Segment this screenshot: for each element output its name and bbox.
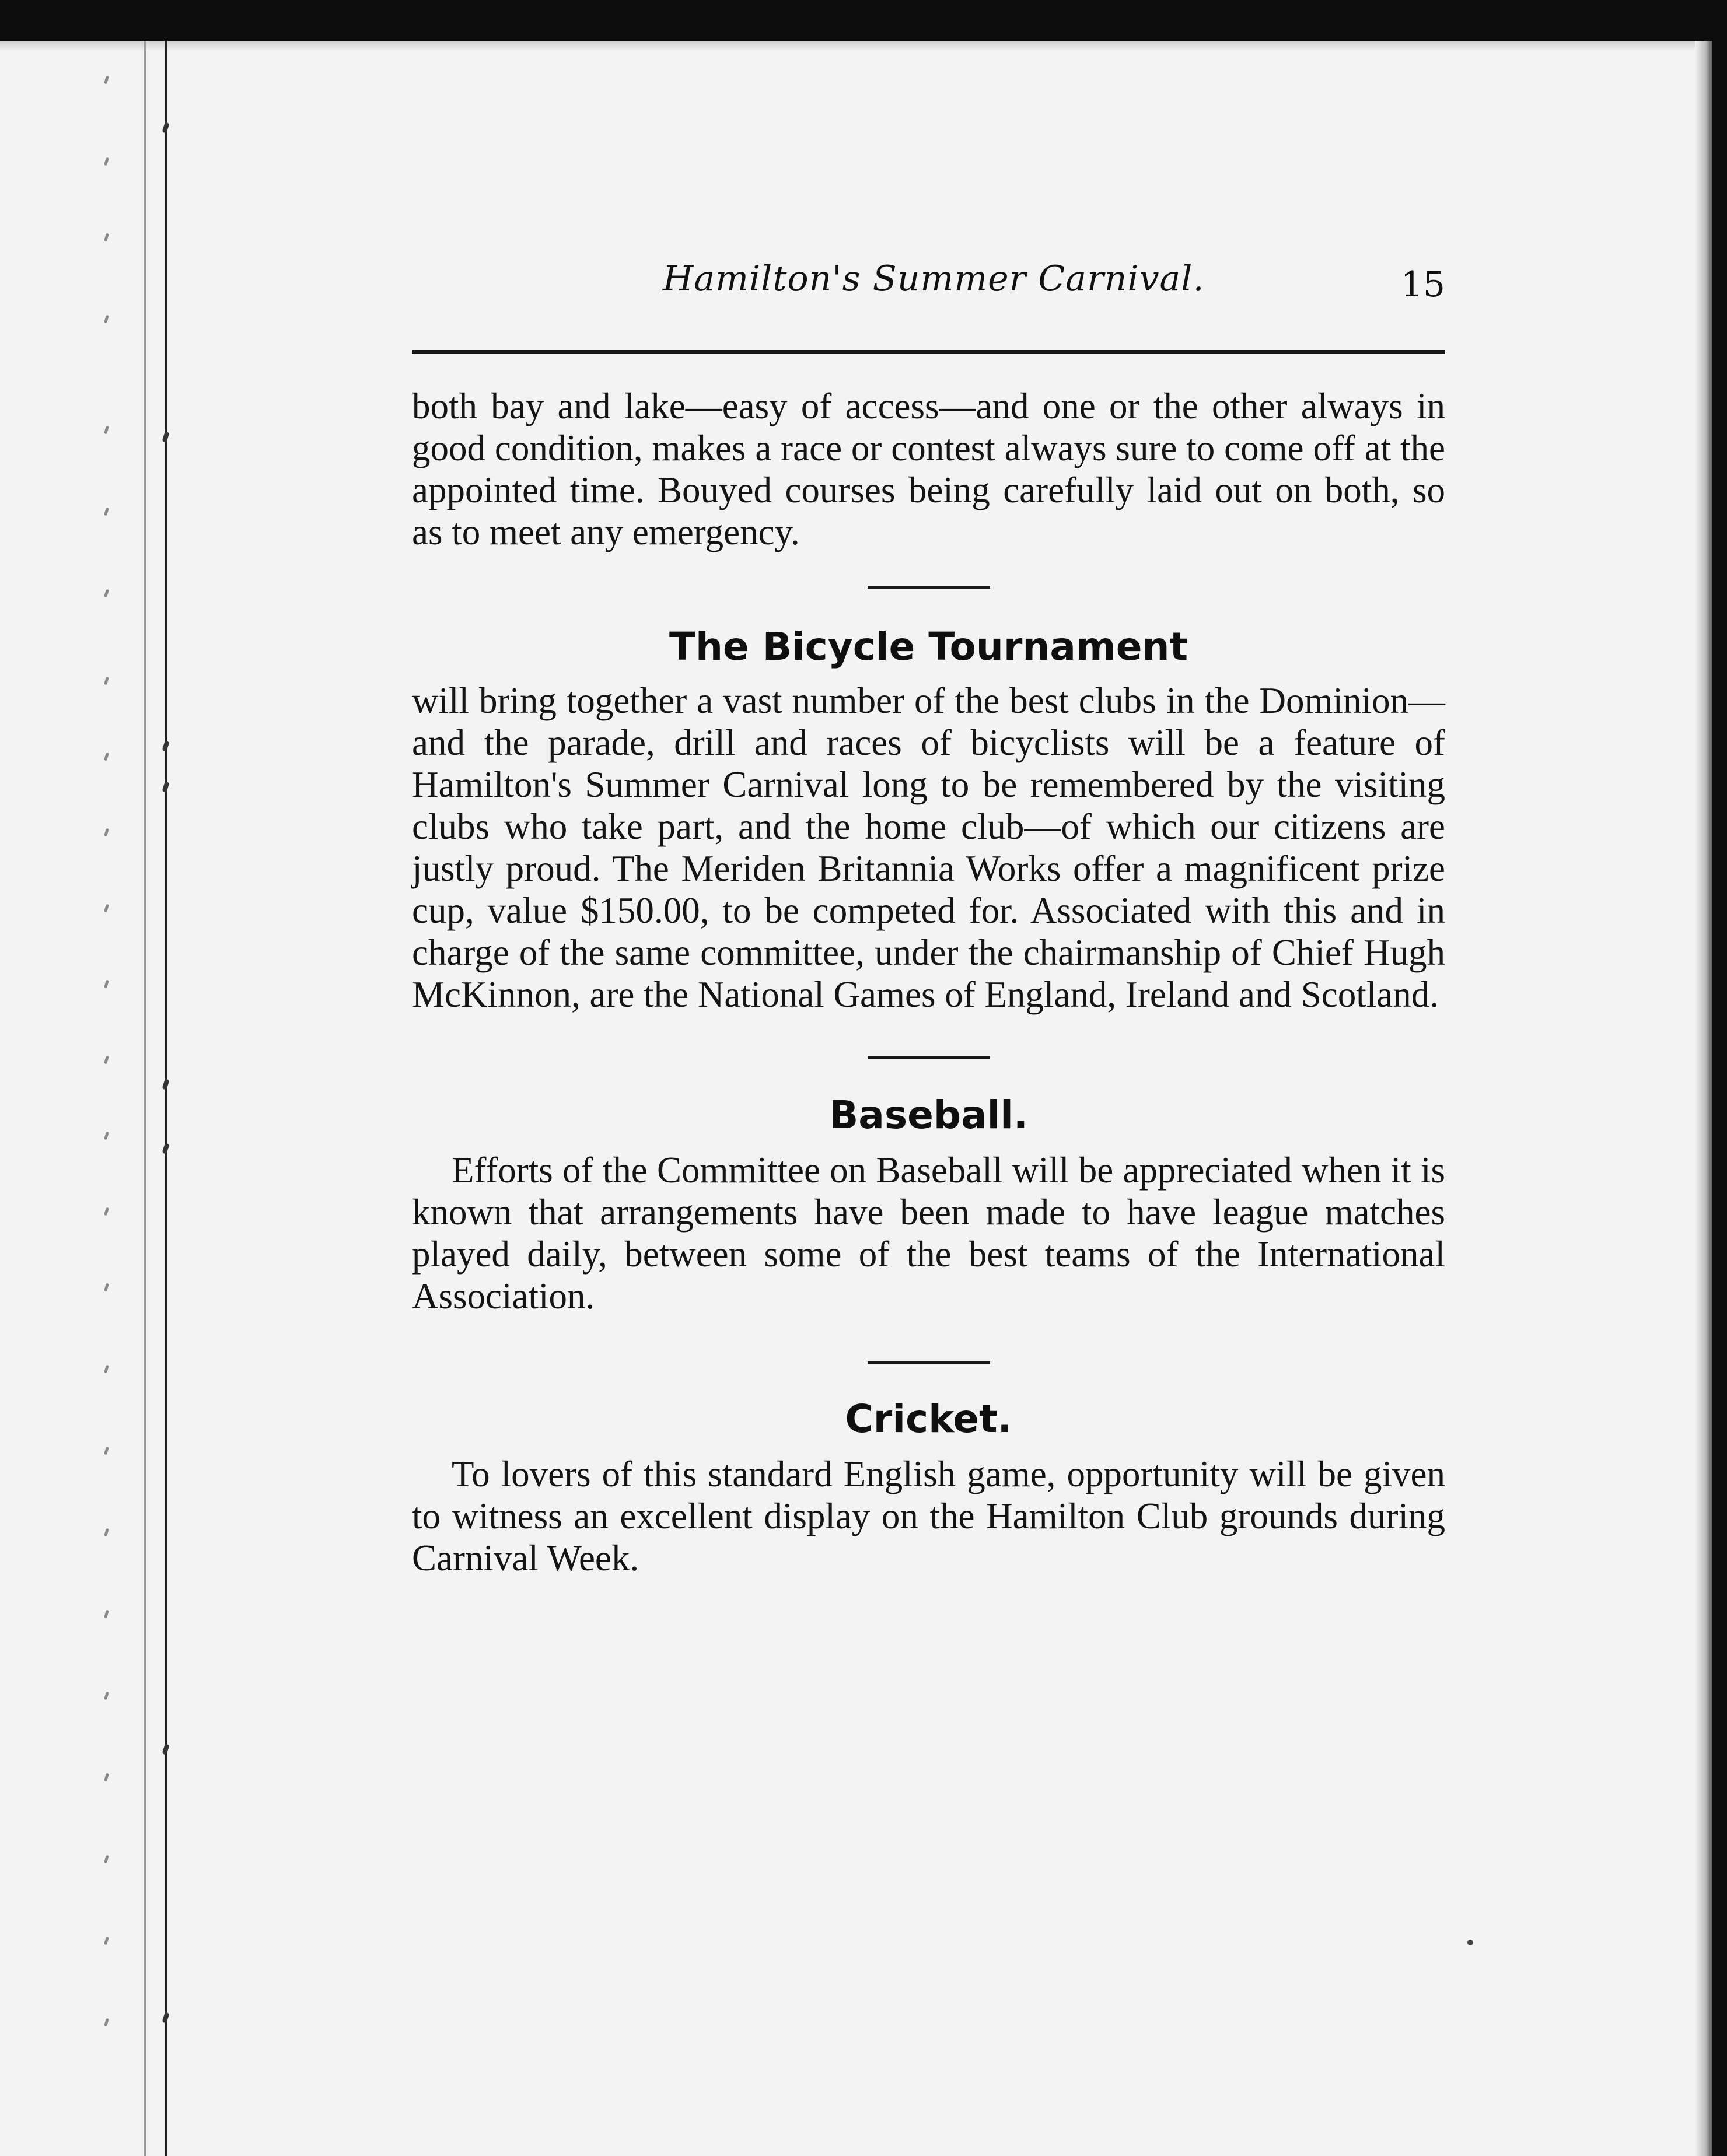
stitch-mark [162, 781, 169, 793]
stitch-mark [104, 315, 109, 324]
paper-speck [1467, 1940, 1473, 1945]
stitch-mark [104, 589, 109, 598]
stitch-mark [104, 1365, 109, 1374]
stitch-mark [104, 1132, 109, 1140]
stitch-mark [162, 122, 169, 134]
binding-edge [165, 41, 167, 2156]
stitch-mark [104, 2018, 109, 2027]
stitch-mark [162, 1079, 169, 1090]
binding-fold-line [144, 41, 146, 2156]
stitch-mark [104, 1773, 109, 1782]
stitch-mark [104, 1937, 109, 1945]
stitch-mark [104, 904, 109, 913]
page-body [412, 385, 1445, 1579]
section-heading-cricket: Cricket. [845, 1396, 1012, 1441]
running-title: Hamilton's Summer Carnival. [663, 258, 1205, 299]
stitch-mark [104, 1692, 109, 1700]
stitch-mark [104, 980, 109, 989]
header-rule [412, 350, 1445, 354]
section-paragraph-bicycle: will bring together a vast number of the best clubs in the Dominion—and the parade, drill and races of bicyclists will be a feature of Hamilton's Summer Carnival long to be remembered by the visiting clubs who take part, and the home club—of which our citizens are justly proud. The Meriden Britannia Works offer a magnificent prize cup, value $150.00, to be competed for. Associated with this and in charge of the same committee, under the chairmanship of Chief Hugh McKinnon, are the National Games of England, Ireland and Scotland. [412, 680, 1445, 1015]
stitch-mark [104, 828, 109, 837]
stitch-mark [104, 677, 109, 685]
stitch-mark [104, 233, 109, 242]
page-right-edge [1695, 41, 1712, 2156]
stitch-mark [104, 1855, 109, 1864]
stitch-mark [104, 1056, 109, 1065]
stitch-mark [104, 1208, 109, 1216]
stitch-mark [162, 740, 169, 752]
section-heading-bicycle: The Bicycle Tournament [669, 624, 1188, 669]
stitch-mark [162, 431, 169, 443]
intro-paragraph: both bay and lake—easy of access—and one or the other always in good condition, makes a race or contest always sure to come off at the appointed time. Bouyed courses being carefully laid out on both, so as to meet any emergency. [412, 386, 1445, 552]
stitch-mark [104, 76, 109, 85]
stitch-mark [104, 1283, 109, 1292]
page-number: 15 [1400, 264, 1445, 305]
section-divider [868, 1056, 990, 1059]
stitch-mark [104, 1528, 109, 1537]
stitch-mark [104, 158, 109, 166]
section-paragraph-cricket: To lovers of this standard English game, opportunity will be given to witness an excellent display on the Hamilton Club grounds during Carnival Week. [412, 1454, 1445, 1578]
stitch-mark [104, 508, 109, 516]
stitch-mark [104, 752, 109, 761]
stitch-mark [162, 2012, 169, 2024]
stitch-mark [162, 1744, 169, 1755]
section-divider [868, 586, 990, 589]
stitch-mark [104, 1610, 109, 1619]
stitch-mark [162, 1143, 169, 1154]
page-header [412, 248, 1445, 312]
section-paragraph-baseball: Efforts of the Committee on Baseball will be appreciated when it is known that arrangements have been made to have league matches played daily, between some of the best teams of the International Association. [412, 1150, 1445, 1317]
stitch-mark [104, 1447, 109, 1455]
page-top-shadow [0, 41, 1712, 51]
stitch-mark [104, 426, 109, 435]
section-divider [868, 1362, 990, 1364]
section-heading-baseball: Baseball. [829, 1093, 1028, 1138]
